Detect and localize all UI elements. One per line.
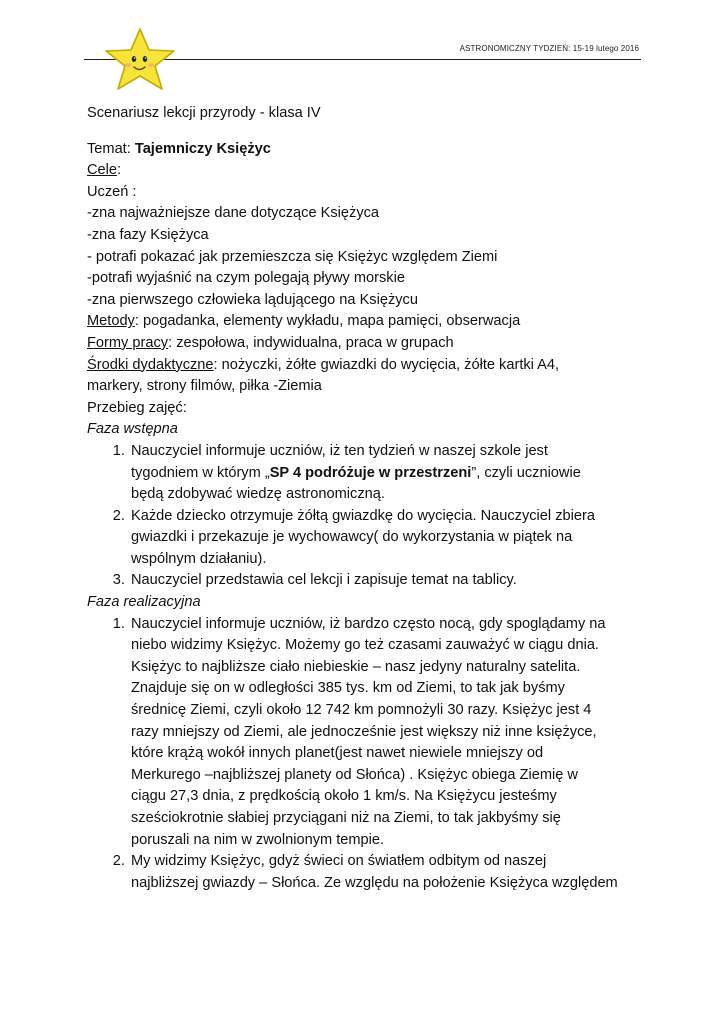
goal-item: -potrafi wyjaśnić na czym polegają pływy morskie: [87, 270, 405, 287]
list-item: 1. Nauczyciel informuje uczniów, iż bardzo często nocą, gdy spoglądamy na niebo widzimy Księżyc. Możemy go też czasami zauważyć w ciągu dnia. Księżyc to najbliższe ciało niebieskie – nasz jedyny naturalny satelita. Znajduje się on w odległości 385 tys. km od Ziemi, to tak jak byśmy średnicę Ziemi, czyli około 12 742 km pomnożyli 30 razy. Księżyc jest 4 razy mniejszy od Ziemi, ale jednocześnie jest większy niż inne księżyce, które krążą wokół innych planet(jest nawet niewiele mniejszy od Merkurego –najbliższej planety od Słońca) . Księżyc obiega Ziemię w ciągu 27,3 dnia, z prędkością około 1 km/s. Na Księżycu jesteśmy sześciokrotnie słabiej przyciągani niż na Ziemi, to tak jakbyśmy się poruszali na nim w zwolnionym tempie.: [129, 614, 635, 852]
course-heading: Przebieg zajęć:: [87, 399, 187, 416]
lesson-document: [87, 103, 635, 894]
aids-line: Środki dydaktyczne: nożyczki, żółte gwiazdki do wycięcia, żółte kartki A4,: [87, 356, 560, 373]
list-item: 2. Każde dziecko otrzymuje żółtą gwiazdkę do wycięcia. Nauczyciel zbiera gwiazdki i przekazuje je wychowawcy( do wykorzystania w piątek na wspólnym działaniu).: [129, 506, 635, 571]
phase-main-list: [87, 614, 635, 895]
goal-item: -zna najważniejsze dane dotyczące Księżyca: [87, 205, 380, 222]
forms-label: Formy pracy: [87, 334, 169, 351]
goals-label: Cele: [87, 162, 118, 179]
program-name: SP 4 podróżuje w przestrzeni: [269, 464, 472, 481]
document-title: Scenariusz lekcji przyrody - klasa IV: [87, 105, 321, 121]
phase-main-heading: Faza realizacyjna: [87, 594, 201, 611]
topic-line: [87, 139, 635, 161]
forms-line: Formy pracy: zespołowa, indywidualna, praca w grupach: [87, 334, 454, 351]
goal-item: -zna pierwszego człowieka lądującego na Księżycu: [87, 291, 418, 308]
methods-label: Metody: [87, 313, 135, 330]
student-label: Uczeń :: [87, 183, 137, 200]
goals-heading: Cele:: [87, 162, 122, 179]
list-item: 3. Nauczyciel przedstawia cel lekcji i zapisuje temat na tablicy.: [129, 570, 635, 592]
list-item: 2. My widzimy Księżyc, gdyż świeci on światłem odbitym od naszej najbliższej gwiazdy – Słońca. Ze względu na położenie Księżyca względem: [129, 851, 635, 894]
topic-title: Tajemniczy Księżyc: [134, 140, 271, 157]
list-item: 1. Nauczyciel informuje uczniów, iż ten tydzień w naszej szkole jest tygodniem w którym „SP 4 podróżuje w przestrzeni”, czyli uczniowie będą zdobywać wiedzę astronomiczną.: [129, 441, 635, 506]
phase-intro-list: [87, 441, 635, 592]
methods-line: Metody: pogadanka, elementy wykładu, mapa pamięci, obserwacja: [87, 313, 521, 330]
phase-intro-heading: Faza wstępna: [87, 421, 178, 438]
aids-line-continued: markery, strony filmów, piłka -Ziemia: [87, 378, 322, 395]
goal-item: -zna fazy Księżyca: [87, 226, 209, 243]
topic-label: Temat:: [87, 140, 135, 157]
aids-label: Środki dydaktyczne: [87, 356, 214, 373]
header-text: ASTRONOMICZNY TYDZIEŃ: 15-19 lutego 2016: [459, 44, 639, 53]
goal-item: - potrafi pokazać jak przemieszcza się Księżyc względem Ziemi: [87, 248, 498, 265]
star-mascot-icon: [103, 27, 177, 91]
